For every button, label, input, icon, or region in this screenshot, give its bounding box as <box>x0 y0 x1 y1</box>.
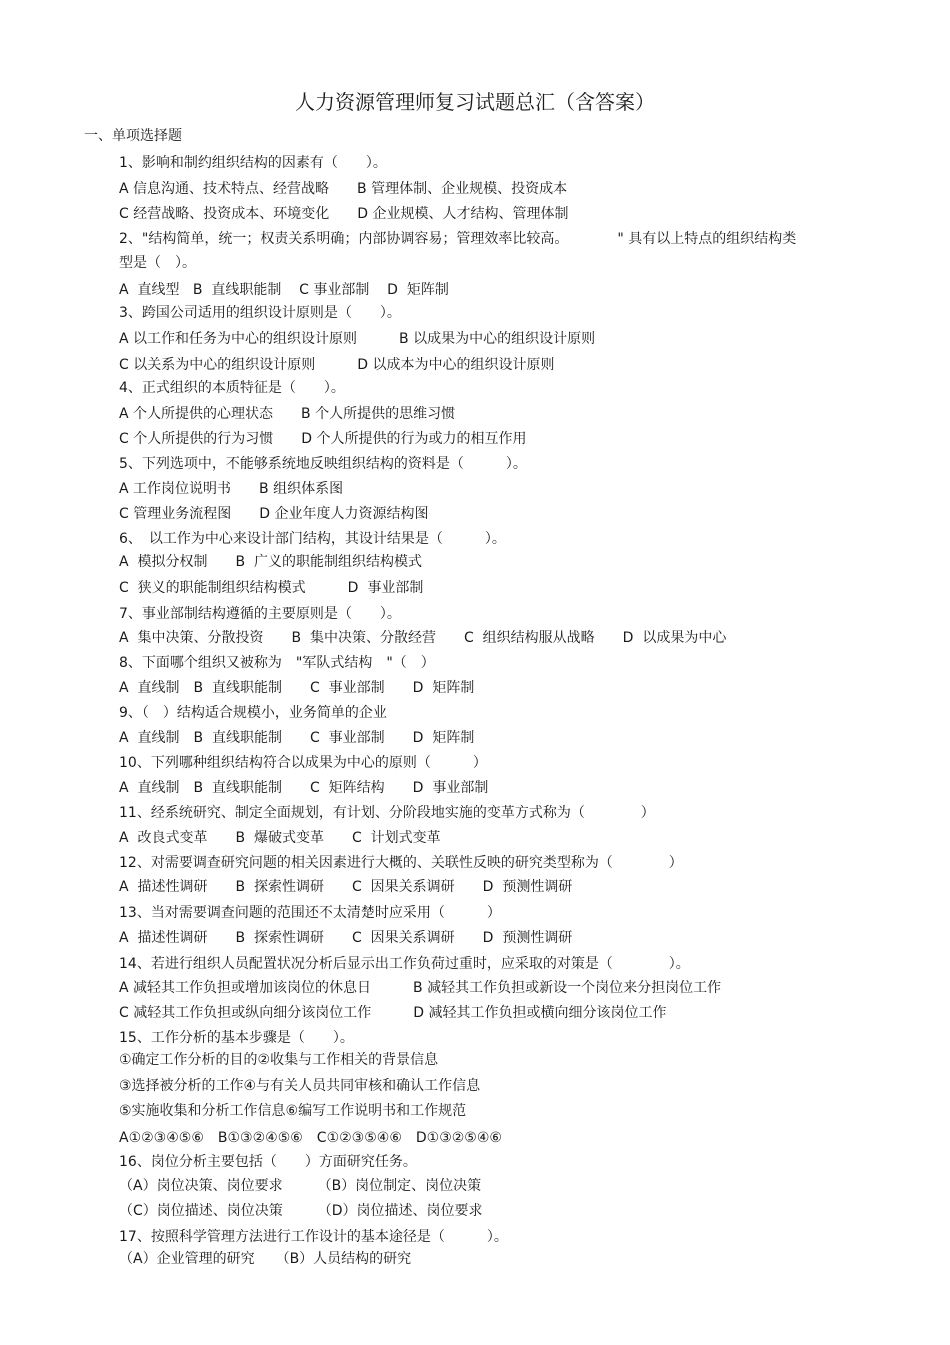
question-10-options: A 直线制 B 直线职能制 C 矩阵结构 D 事业部制 <box>119 780 489 796</box>
question-15-options: A①②③④⑤⑥ B①③②④⑤⑥ C①②③⑤④⑥ D①③②⑤④⑥ <box>119 1130 502 1146</box>
question-14-options-ab: A 减轻其工作负担或增加该岗位的休息日 B 减轻其工作负担或新设一个岗位来分担岗位工作 <box>119 980 722 996</box>
question-1-options-ab: A 信息沟通、技术特点、经营战略 B 管理体制、企业规模、投资成本 <box>119 181 568 197</box>
question-8: 8、下面哪个组织又被称为 "军队式结构 "（ ） <box>119 655 435 671</box>
question-15-steps-1: ①确定工作分析的目的②收集与工作相关的背景信息 <box>119 1052 439 1068</box>
question-15-steps-3: ⑤实施收集和分析工作信息⑥编写工作说明书和工作规范 <box>119 1103 467 1119</box>
question-4-options-cd: C 个人所提供的行为习惯 D 个人所提供的行为或力的相互作用 <box>119 431 527 447</box>
question-1: 1、影响和制约组织结构的因素有（ ）。 <box>119 155 387 171</box>
question-13: 13、当对需要调查问题的范围还不太清楚时应采用（ ） <box>119 905 501 921</box>
question-4: 4、正式组织的本质特征是（ ）。 <box>119 380 345 396</box>
question-11-options: A 改良式变革 B 爆破式变革 C 计划式变革 <box>119 830 441 846</box>
question-9-options: A 直线制 B 直线职能制 C 事业部制 D 矩阵制 <box>119 730 475 746</box>
question-5: 5、下列选项中，不能够系统地反映组织结构的资料是（ ）。 <box>119 456 527 472</box>
question-5-options-ab: A 工作岗位说明书 B 组织体系图 <box>119 481 344 497</box>
question-13-options: A 描述性调研 B 探索性调研 C 因果关系调研 D 预测性调研 <box>119 930 573 946</box>
question-17-options-ab: （A）企业管理的研究 （B）人员结构的研究 <box>119 1251 412 1267</box>
question-6-options-cd: C 狭义的职能制组织结构模式 D 事业部制 <box>119 580 424 596</box>
document-title: 人力资源管理师复习试题总汇（含答案） <box>295 90 655 114</box>
question-4-options-ab: A 个人所提供的心理状态 B 个人所提供的思维习惯 <box>119 406 456 422</box>
question-8-options: A 直线制 B 直线职能制 C 事业部制 D 矩阵制 <box>119 680 475 696</box>
question-6-options-ab: A 模拟分权制 B 广义的职能制组织结构模式 <box>119 554 422 570</box>
question-2-continued: 型是（ ）。 <box>119 255 196 271</box>
question-16: 16、岗位分析主要包括（ ）方面研究任务。 <box>119 1154 417 1170</box>
question-17: 17、按照科学管理方法进行工作设计的基本途径是（ ）。 <box>119 1229 508 1245</box>
question-2: 2、"结构简单，统一；权责关系明确；内部协调容易；管理效率比较高。 " 具有以上特点的组织结构类 <box>119 231 797 247</box>
question-14: 14、若进行组织人员配置状况分析后显示出工作负荷过重时，应采取的对策是（ ）。 <box>119 956 690 972</box>
question-2-options: A 直线型 B 直线职能制 C 事业部制 D 矩阵制 <box>119 282 449 298</box>
question-9: 9、（ ）结构适合规模小，业务简单的企业 <box>119 705 387 721</box>
question-7: 7、事业部制结构遵循的主要原则是（ ）。 <box>119 606 401 622</box>
question-6: 6、 以工作为中心来设计部门结构，其设计结果是（ ）。 <box>119 531 506 547</box>
question-12: 12、对需要调查研究问题的相关因素进行大概的、关联性反映的研究类型称为（ ） <box>119 855 683 871</box>
question-1-options-cd: C 经营战略、投资成本、环境变化 D 企业规模、人才结构、管理体制 <box>119 206 569 222</box>
question-3-options-ab: A 以工作和任务为中心的组织设计原则 B 以成果为中心的组织设计原则 <box>119 331 596 347</box>
question-10: 10、下列哪种组织结构符合以成果为中心的原则（ ） <box>119 755 487 771</box>
question-5-options-cd: C 管理业务流程图 D 企业年度人力资源结构图 <box>119 506 429 522</box>
question-16-options-cd: （C）岗位描述、岗位决策 （D）岗位描述、岗位要求 <box>119 1203 483 1219</box>
question-3: 3、跨国公司适用的组织设计原则是（ ）。 <box>119 305 401 321</box>
question-15: 15、工作分析的基本步骤是（ ）。 <box>119 1030 354 1046</box>
question-11: 11、经系统研究、制定全面规划，有计划、分阶段地实施的变革方式称为（ ） <box>119 805 655 821</box>
question-14-options-cd: C 减轻其工作负担或纵向细分该岗位工作 D 减轻其工作负担或横向细分该岗位工作 <box>119 1005 667 1021</box>
question-3-options-cd: C 以关系为中心的组织设计原则 D 以成本为中心的组织设计原则 <box>119 357 555 373</box>
question-7-options: A 集中决策、分散投资 B 集中决策、分散经营 C 组织结构服从战略 D 以成果为中心 <box>119 630 727 646</box>
question-15-steps-2: ③选择被分析的工作④与有关人员共同审核和确认工作信息 <box>119 1078 481 1094</box>
question-16-options-ab: （A）岗位决策、岗位要求 （B）岗位制定、岗位决策 <box>119 1178 482 1194</box>
section-heading: 一、单项选择题 <box>84 128 182 144</box>
question-12-options: A 描述性调研 B 探索性调研 C 因果关系调研 D 预测性调研 <box>119 879 573 895</box>
